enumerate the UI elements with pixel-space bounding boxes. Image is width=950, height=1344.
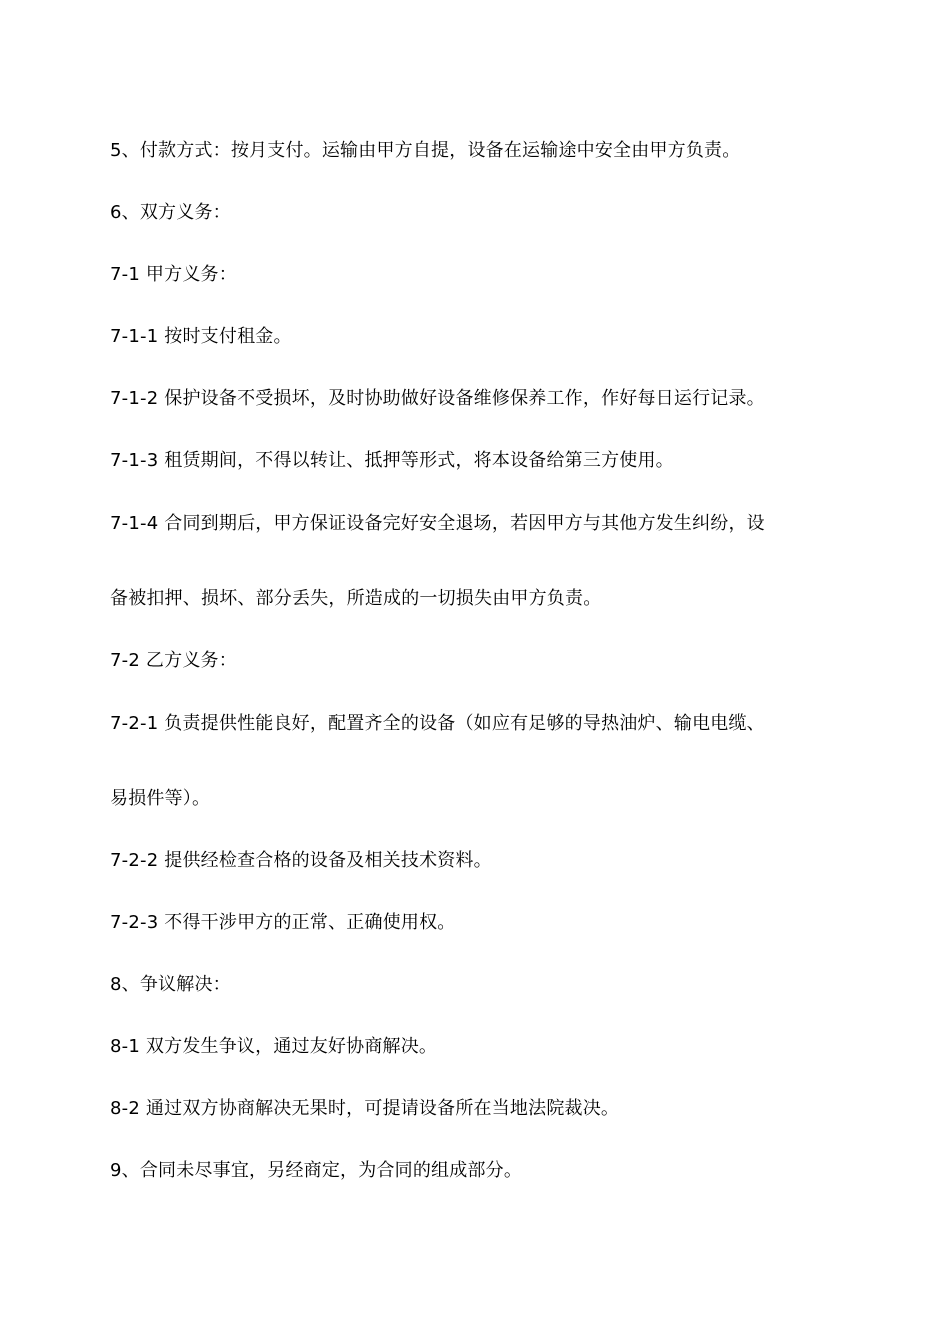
clause-7-1-3: 7-1-3 租赁期间，不得以转让、抵押等形式，将本设备给第三方使用。	[110, 450, 674, 471]
clause-7-2-1-line-2: 易损件等）。	[110, 788, 211, 809]
clause-7-2-1-line-1: 7-2-1 负责提供性能良好，配置齐全的设备（如应有足够的导热油炉、输电电缆、	[110, 713, 765, 734]
clause-7-2-3: 7-2-3 不得干涉甲方的正常、正确使用权。	[110, 912, 456, 933]
clause-8-1: 8-1 双方发生争议，通过友好协商解决。	[110, 1036, 438, 1057]
clause-9-misc: 9、合同未尽事宜，另经商定，为合同的组成部分。	[110, 1160, 523, 1181]
clause-7-1-4-line-2: 备被扣押、损坏、部分丢失，所造成的一切损失由甲方负责。	[110, 588, 602, 609]
clause-7-2-2: 7-2-2 提供经检查合格的设备及相关技术资料。	[110, 850, 492, 871]
clause-7-1-heading: 7-1 甲方义务：	[110, 264, 237, 285]
clause-7-1-4-line-1: 7-1-4 合同到期后，甲方保证设备完好安全退场，若因甲方与其他方发生纠纷，设	[110, 513, 765, 534]
clause-7-1-1: 7-1-1 按时支付租金。	[110, 326, 292, 347]
clause-5-payment: 5、付款方式：按月支付。运输由甲方自提，设备在运输途中安全由甲方负责。	[110, 140, 741, 161]
clause-7-1-2: 7-1-2 保护设备不受损坏，及时协助做好设备维修保养工作，作好每日运行记录。	[110, 388, 765, 409]
clause-7-2-heading: 7-2 乙方义务：	[110, 650, 237, 671]
clause-8-dispute-heading: 8、争议解决：	[110, 974, 231, 995]
clause-8-2: 8-2 通过双方协商解决无果时，可提请设备所在当地法院裁决。	[110, 1098, 620, 1119]
clause-6-obligations-heading: 6、双方义务：	[110, 202, 231, 223]
